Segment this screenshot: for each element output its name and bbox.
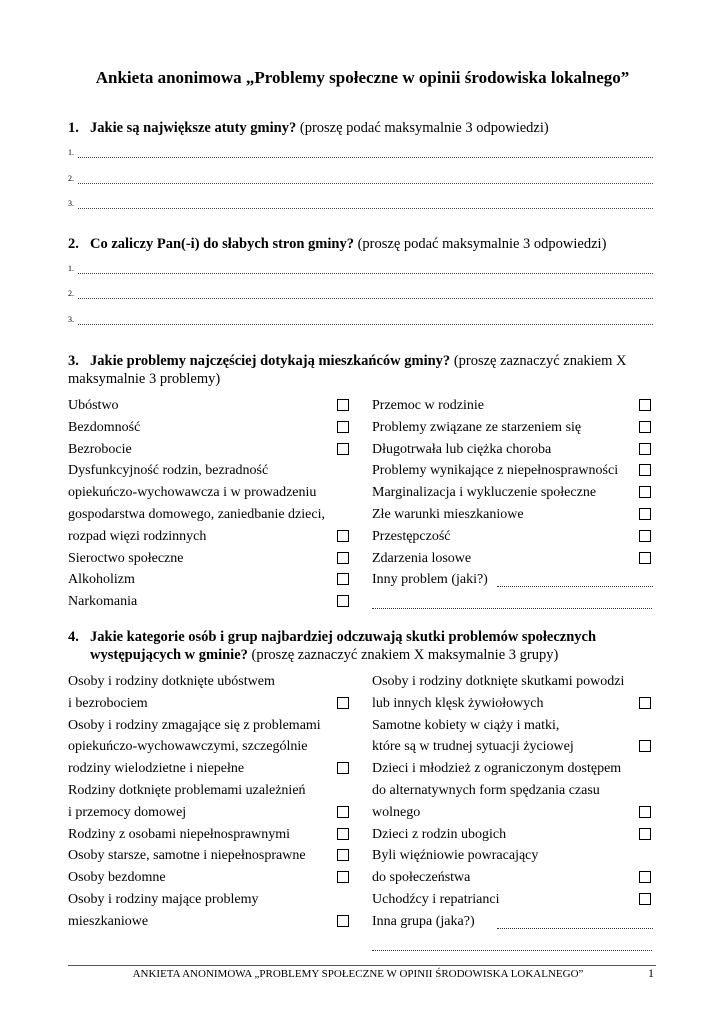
q3-left-option-3: Bezrobocie (68, 441, 132, 457)
q4-right-option-4: które są w trudnej sytuacji życiowej (372, 739, 574, 755)
q3-right-option-4: Problemy wynikające z niepełnosprawności (372, 463, 619, 479)
answer-line-1-3[interactable]: 3. (68, 199, 653, 211)
question-4 (68, 629, 596, 646)
q3-right-checkbox-7[interactable] (639, 530, 651, 542)
q3-left-checkbox-10[interactable] (337, 595, 349, 607)
question-2-text: Co zaliczy Pan(-i) do słabych stron gminy? (90, 236, 354, 252)
q4-left-option-12: mieszkaniowe (68, 913, 149, 929)
q3-left-option-6: gospodarstwa domowego, zaniedbanie dzieci, (68, 507, 325, 522)
q3-left-option-7: rozpad więzi rodzinnych (68, 528, 207, 544)
page-number: 1 (648, 966, 654, 980)
q4-right-option-7: wolnego (372, 804, 421, 820)
q4-left-option-3: Osoby i rodziny zmagające się z problemami (68, 717, 321, 733)
footer-divider (68, 965, 656, 966)
q3-left-checkbox-1[interactable] (337, 399, 349, 411)
q4-left-option-1: Osoby i rodziny dotknięte ubóstwem (68, 674, 275, 689)
q3-left-checkbox-9[interactable] (337, 573, 349, 585)
question-4-text-cont: występujących w gminie? (90, 647, 248, 663)
q4-right-checkbox-7[interactable] (639, 806, 651, 818)
q3-right-checkbox-1[interactable] (639, 399, 651, 411)
q3-left-option-5: opiekuńczo-wychowawcza i w prowadzeniu (68, 485, 317, 501)
q4-left-checkbox-7[interactable] (337, 806, 349, 818)
q3-right-other-input[interactable] (497, 574, 653, 587)
q3-left-option-9: Alkoholizm (68, 572, 135, 588)
question-3-number: 3. (68, 353, 79, 369)
q3-right-option-3: Długotrwała lub ciężka choroba (372, 441, 552, 457)
q3-left-option-1: Ubóstwo (68, 398, 119, 413)
question-4-hint: (proszę zaznaczyć znakiem X maksymalnie 3 grupy) (251, 647, 559, 663)
q4-left-option-10: Osoby bezdomne (68, 870, 166, 886)
answer-line-2-3[interactable]: 3. (68, 315, 653, 327)
q4-left-checkbox-2[interactable] (337, 697, 349, 709)
q4-right-checkbox-8[interactable] (639, 828, 651, 840)
q3-right-checkbox-5[interactable] (639, 486, 651, 498)
q4-left-checkbox-9[interactable] (337, 849, 349, 861)
q3-right-checkbox-6[interactable] (639, 508, 651, 520)
question-3-hint-cont: maksymalnie 3 problemy) (68, 371, 221, 387)
q4-right-option-10: do społeczeństwa (372, 870, 471, 886)
question-4-number: 4. (68, 629, 79, 645)
question-1-number: 1. (68, 120, 79, 136)
q3-left-checkbox-7[interactable] (337, 530, 349, 542)
question-3-text: Jakie problemy najczęściej dotykają mieszkańców gminy? (90, 353, 451, 369)
q3-right-option-6: Złe warunki mieszkaniowe (372, 507, 524, 522)
question-3-hint: (proszę zaznaczyć znakiem X (453, 353, 627, 369)
page-title: Ankieta anonimowa „Problemy społeczne w opinii środowiska lokalnego” (95, 68, 630, 87)
question-2-number: 2. (68, 236, 79, 252)
q4-right-option-6: do alternatywnych form spędzania czasu (372, 783, 600, 798)
question-3 (68, 353, 627, 370)
q4-left-option-4: opiekuńczo-wychowawczymi, szczególnie (68, 739, 308, 755)
q3-left-checkbox-2[interactable] (337, 421, 349, 433)
q3-right-option-8: Zdarzenia losowe (372, 550, 472, 566)
q4-left-option-2: i bezrobociem (68, 695, 148, 711)
question-1-hint: (proszę podać maksymalnie 3 odpowiedzi) (299, 120, 549, 136)
question-1-text: Jakie są największe atuty gminy? (90, 120, 297, 136)
answer-line-1-1[interactable]: 1. (68, 148, 653, 160)
q4-left-checkbox-5[interactable] (337, 762, 349, 774)
q3-left-checkbox-3[interactable] (337, 443, 349, 455)
q4-left-option-9: Osoby starsze, samotne i niepełnosprawne (68, 848, 306, 864)
q3-right-option-2: Problemy związane ze starzeniem się (372, 419, 582, 435)
q3-left-option-8: Sieroctwo społeczne (68, 550, 184, 566)
q4-left-checkbox-8[interactable] (337, 828, 349, 840)
q4-right-option-1: Osoby i rodziny dotknięte skutkami powodzi (372, 674, 625, 689)
q3-left-option-10: Narkomania (68, 594, 138, 610)
q4-left-option-5: rodziny wielodzietne i niepełne (68, 761, 245, 777)
q4-left-checkbox-12[interactable] (337, 915, 349, 927)
q4-right-checkbox-4[interactable] (639, 740, 651, 752)
q3-right-checkbox-3[interactable] (639, 443, 651, 455)
question-2-hint: (proszę podać maksymalnie 3 odpowiedzi) (357, 236, 607, 252)
q3-right-checkbox-2[interactable] (639, 421, 651, 433)
q4-left-checkbox-10[interactable] (337, 871, 349, 883)
q4-right-checkbox-10[interactable] (639, 871, 651, 883)
q4-left-option-7: i przemocy domowej (68, 804, 187, 820)
q4-right-option-5: Dzieci i młodzież z ograniczonym dostępem (372, 761, 622, 777)
q4-right-checkbox-11[interactable] (639, 893, 651, 905)
q3-right-other-input-cont[interactable] (372, 596, 652, 609)
q3-left-checkbox-8[interactable] (337, 552, 349, 564)
q4-right-option-2: lub innych klęsk żywiołowych (372, 695, 544, 711)
q3-left-option-2: Bezdomność (68, 419, 141, 435)
q3-right-option-9: Inny problem (jaki?) (372, 572, 488, 588)
q4-right-option-11: Uchodźcy i repatrianci (372, 892, 500, 907)
question-2 (68, 236, 606, 253)
answer-line-1-2[interactable]: 2. (68, 174, 653, 186)
q3-right-checkbox-8[interactable] (639, 552, 651, 564)
answer-line-2-2[interactable]: 2. (68, 289, 653, 301)
q4-right-other-input-cont[interactable] (372, 938, 652, 951)
q4-left-option-6: Rodziny dotknięte problemami uzależnień (68, 783, 306, 798)
q4-right-checkbox-2[interactable] (639, 697, 651, 709)
question-1 (68, 120, 549, 137)
answer-line-2-1[interactable]: 1. (68, 264, 653, 276)
q3-left-option-4: Dysfunkcyjność rodzin, bezradność (68, 463, 269, 479)
question-4-text: Jakie kategorie osób i grup najbardziej odczuwają skutki problemów społecznych (90, 629, 597, 645)
footer-text: ANKIETA ANONIMOWA „PROBLEMY SPOŁECZNE W OPINII ŚRODOWISKA LOKALNEGO” (132, 968, 584, 980)
q3-right-option-5: Marginalizacja i wykluczenie społeczne (372, 485, 597, 501)
q3-right-option-1: Przemoc w rodzinie (372, 398, 484, 413)
q3-right-option-7: Przestępczość (372, 528, 451, 544)
q4-left-option-8: Rodziny z osobami niepełnosprawnymi (68, 826, 291, 842)
q4-right-other-input[interactable] (497, 916, 653, 929)
q3-right-checkbox-4[interactable] (639, 464, 651, 476)
q4-right-option-9: Byli więźniowie powracający (372, 848, 539, 864)
question-4-cont (90, 647, 558, 664)
q4-left-option-11: Osoby i rodziny mające problemy (68, 892, 259, 907)
q4-right-option-8: Dzieci z rodzin ubogich (372, 826, 507, 842)
q4-right-option-3: Samotne kobiety w ciąży i matki, (372, 717, 560, 733)
q4-right-option-12: Inna grupa (jaka?) (372, 913, 475, 929)
